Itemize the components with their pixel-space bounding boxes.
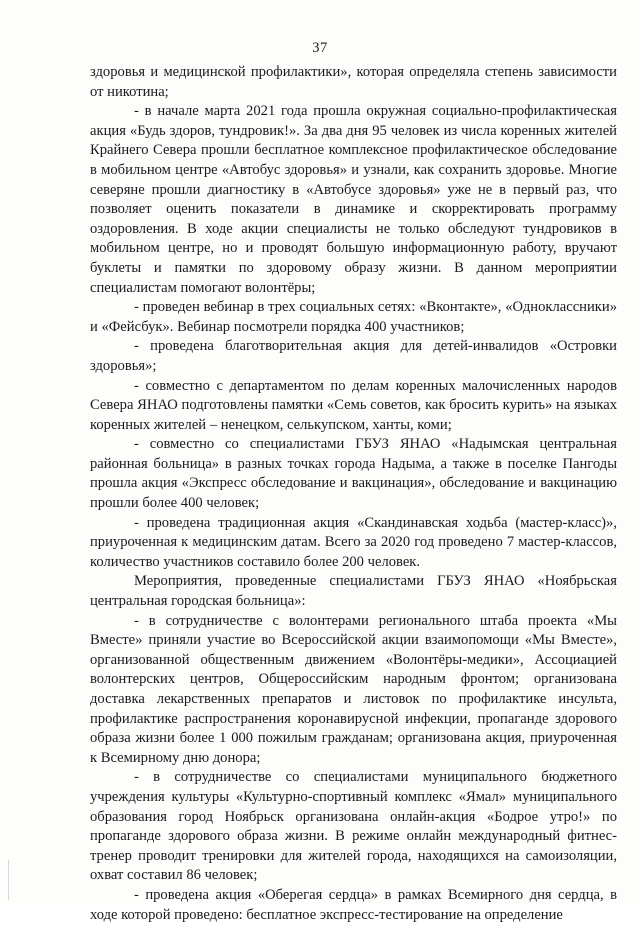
paragraph-charity-action: - проведена благотворительная акция для детей-инвалидов «Островки здоровья»;: [90, 338, 617, 374]
paragraph-nadym-action: - совместно со специалистами ГБУЗ ЯНАО «Надымская центральная районная больница» в разных точках города Надыма, а также в поселке Пангоды прошла акция «Экспресс обследование и вакцинация», обследование и вакцинацию прошли более 400 человек;: [90, 436, 617, 512]
paragraph-webinar: - проведен вебинар в трех социальных сетях: «Вконтакте», «Одноклассники» и «Фейсбук». Вебинар посмотрели порядка 400 участников;: [90, 299, 617, 335]
paragraph-smoking-leaflets: - совместно с департаментом по делам коренных малочисленных народов Севера ЯНАО подготовлены памятки «Семь советов, как бросить курить» на языках коренных жителей – ненецком, селькупском, ханты, коми;: [90, 377, 617, 433]
document-body: [90, 63, 617, 925]
paragraph-noyabrsk-heading: Мероприятия, проведенные специалистами ГБУЗ ЯНАО «Ноябрьская центральная городская больница»:: [90, 573, 617, 610]
paragraph-heart-action: - проведена акция «Оберегая сердца» в рамках Всемирного дня сердца, в ходе которой проведено: бесплатное экспресс-тестирование на определение: [90, 886, 617, 923]
page-number: 37: [312, 40, 328, 56]
paragraph-tundra-health-action: - в начале марта 2021 года прошла окружная социально-профилактическая акция «Будь здоров, тундровик!». За два дня 95 человек из числа коренных жителей Крайнего Севера прошли бесплатное комплексное профилактическое обследование в мобильном центре «Автобус здоровья» и узнали, как сохранить здоровье. Многие северяне прошли диагностику в «Автобусе здоровья» уже не в первый раз, что позволяет оценить показатели в динамике и скорректировать программу оздоровления. В ходе акции специалисты не только обследуют тундровиков в мобильном центре, но и проводят большую информационную работу, вручают буклеты и памятки по здоровому образу жизни. В данном мероприятии специалистам помогают волонтёры;: [90, 103, 617, 296]
paragraph-online-action: - в сотрудничестве со специалистами муниципального бюджетного учреждения культуры «Культурно-спортивный комплекс «Ямал» муниципального образования город Ноябрьск организована онлайн-акция «Бодрое утро!» по пропаганде здорового образа жизни. В режиме онлайн международный фитнес-тренер проводит тренировки для жителей города, находящихся на самоизоляции, охват составил 86 человек;: [90, 769, 617, 884]
paragraph-volunteers: - в сотрудничестве с волонтерами регионального штаба проекта «Мы Вместе» приняли участие во Всероссийской акции взаимопомощи «Мы Вместе», организованной общественным движением «Волонтёры-медики», Ассоциацией волонтерских центров, Общероссийским народным фронтом; организована доставка лекарственных препаратов и листовок по профилактике инсульта, профилактике распространения коронавирусной инфекции, пропаганде здорового образа жизни более 1 000 пожилым гражданам; организована акция, приуроченная к Всемирному дню донора;: [90, 612, 617, 766]
paragraph-nordic-walking: - проведена традиционная акция «Скандинавская ходьба (мастер-класс)», приуроченная к медицинским датам. Всего за 2020 год проведено 7 мастер-классов, количество участников составило более 200 человек.: [90, 514, 617, 570]
paragraph-continuation: здоровья и медицинской профилактики», которая определяла степень зависимости от никотина;: [90, 64, 617, 100]
scan-edge-mark: [8, 860, 9, 900]
